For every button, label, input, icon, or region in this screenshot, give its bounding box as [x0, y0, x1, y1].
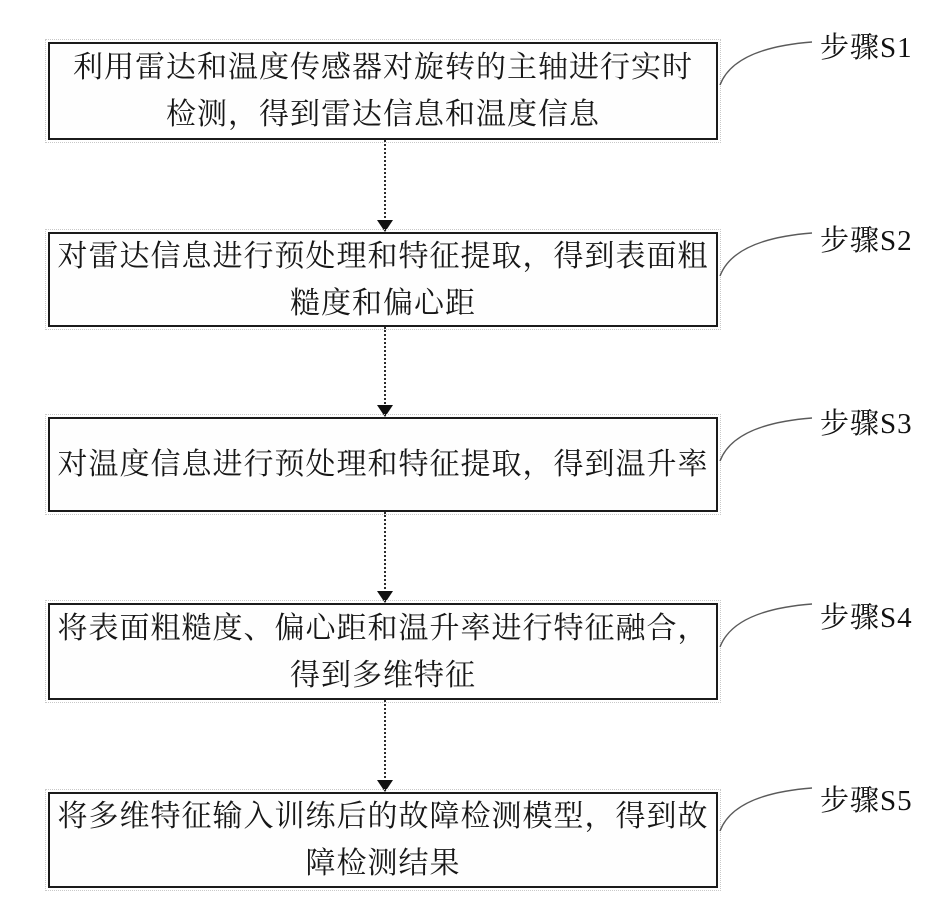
step-box-s3	[48, 417, 718, 512]
step-label-s4: 步骤S4	[820, 602, 913, 634]
flow-arrow-1	[377, 140, 393, 232]
arrow-line	[384, 327, 386, 407]
leader-curve-s1	[716, 38, 816, 88]
step-text-s1: 利用雷达和温度传感器对旋转的主轴进行实时 检测，得到雷达信息和温度信息	[73, 51, 693, 131]
leader-curve-s3	[716, 414, 816, 464]
arrow-down-icon	[377, 220, 393, 232]
step-box-s5	[48, 792, 718, 888]
arrow-line	[384, 512, 386, 593]
step-box-s1	[48, 42, 718, 140]
step-text-s3: 对温度信息进行预处理和特征提取，得到温升率	[57, 448, 709, 481]
flow-arrow-2	[377, 327, 393, 417]
step-label-s1: 步骤S1	[820, 32, 913, 64]
step-text-s4: 将表面粗糙度、偏心距和温升率进行特征融合， 得到多维特征	[57, 611, 709, 692]
step-text-s5: 将多维特征输入训练后的故障检测模型，得到故 障检测结果	[57, 800, 709, 880]
step-box-s2	[48, 232, 718, 327]
arrow-line	[384, 140, 386, 222]
step-label-s3: 步骤S3	[820, 408, 913, 440]
step-box-s4	[48, 603, 718, 700]
arrow-down-icon	[377, 780, 393, 792]
flow-arrow-4	[377, 700, 393, 792]
leader-curve-s4	[716, 600, 816, 650]
leader-curve-s5	[716, 784, 816, 834]
arrow-down-icon	[377, 405, 393, 417]
step-label-s2: 步骤S2	[820, 225, 913, 257]
arrow-line	[384, 700, 386, 782]
step-text-s2: 对雷达信息进行预处理和特征提取，得到表面粗 糙度和偏心距	[57, 239, 709, 320]
leader-curve-s2	[716, 229, 816, 279]
flow-arrow-3	[377, 512, 393, 603]
arrow-down-icon	[377, 591, 393, 603]
step-label-s5: 步骤S5	[820, 785, 913, 817]
